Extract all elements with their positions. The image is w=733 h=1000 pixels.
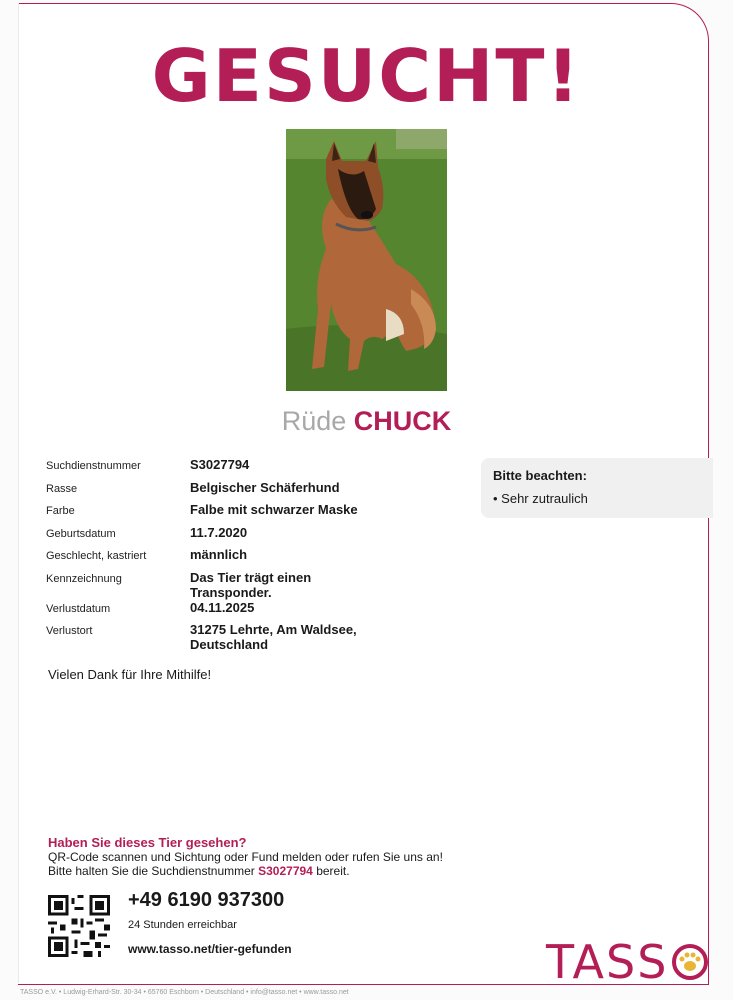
table-row (46, 622, 380, 652)
detail-label: Rasse (46, 482, 78, 495)
note-item: • Sehr zutraulich (493, 491, 588, 506)
detail-value: 11.7.2020 (190, 524, 248, 540)
contact-line2-before: Bitte halten Sie die Suchdienstnummer (48, 864, 259, 878)
detail-value: Belgischer Schäferhund (190, 479, 340, 495)
contact-url-link[interactable]: www.tasso.net/tier-gefunden (128, 942, 292, 956)
dog-name-value: CHUCK (353, 406, 452, 436)
contact-phone[interactable]: +49 6190 937300 (128, 889, 285, 911)
contact-hours: 24 Stunden erreichbar (128, 919, 237, 931)
detail-label: Suchdienstnummer (46, 460, 141, 472)
contact-line2 (48, 864, 443, 878)
table-row (46, 480, 380, 503)
contact-block (48, 836, 443, 878)
details-table (46, 457, 380, 652)
contact-line2-after: bereit. (312, 864, 350, 878)
detail-label: Geburtsdatum (46, 527, 116, 540)
note-title: Bitte beachten: (493, 468, 587, 483)
detail-label: Verlustort (46, 625, 93, 637)
dog-name (0, 406, 733, 437)
logo-text: TASS (546, 935, 669, 989)
tasso-logo (546, 936, 710, 994)
paw-icon (670, 936, 710, 994)
table-row (46, 570, 380, 600)
table-row (46, 525, 380, 548)
table-row (46, 600, 380, 623)
dog-photo (286, 129, 447, 391)
qr-code-icon[interactable] (48, 895, 110, 957)
table-row (46, 547, 380, 570)
poster-left-edge (18, 3, 19, 983)
detail-value: Falbe mit schwarzer Maske (190, 502, 358, 517)
detail-label: Farbe (46, 505, 75, 517)
detail-value: 31275 Lehrte, Am Waldsee, Deutschland (190, 622, 357, 652)
dog-sex: Rüde (281, 406, 347, 436)
detail-value: Das Tier trägt einen Transponder. (190, 569, 312, 600)
contact-question: Haben Sie dieses Tier gesehen? (48, 835, 247, 850)
contact-ref-number: S3027794 (258, 864, 313, 878)
detail-value: 04.11.2025 (190, 599, 255, 615)
detail-label: Kennzeichnung (46, 572, 122, 585)
thanks-text: Vielen Dank für Ihre Mithilfe! (48, 667, 212, 682)
note-box (481, 458, 713, 518)
detail-label: Verlustdatum (46, 602, 111, 615)
table-row (46, 502, 380, 525)
footer-text: TASSO e.V. • Ludwig-Erhard-Str. 30-34 • 65760 Eschborn • Deutschland • info@tasso.net • www.tasso.net (20, 989, 349, 996)
detail-label: Geschlecht, kastriert (46, 550, 147, 562)
table-row (46, 457, 380, 480)
headline: GESUCHT! (151, 34, 582, 118)
detail-value: männlich (190, 547, 248, 562)
detail-value: S3027794 (190, 457, 250, 472)
contact-line1: QR-Code scannen und Sichtung oder Fund melden oder rufen Sie uns an! (48, 850, 443, 864)
